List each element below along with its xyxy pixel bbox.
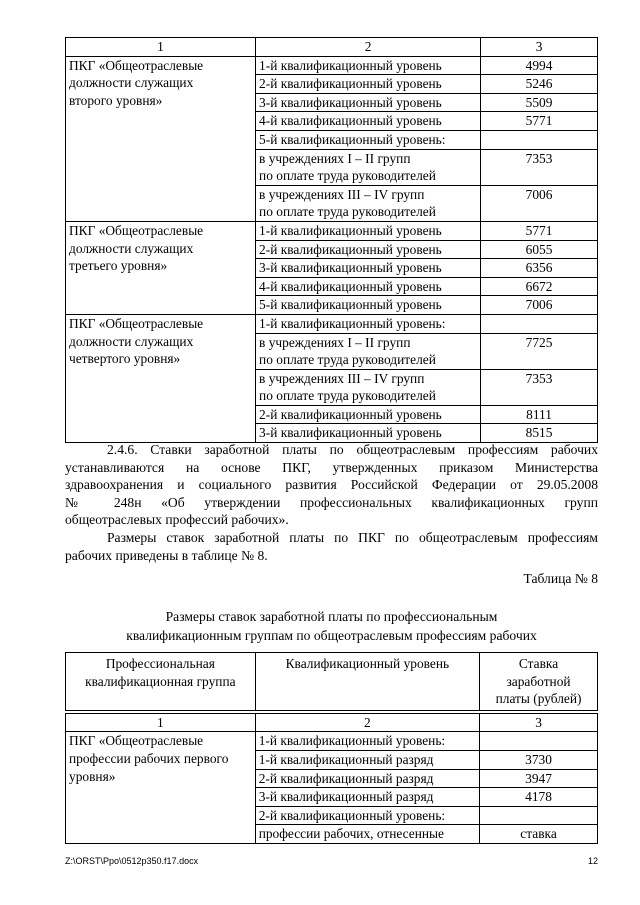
level-cell [256, 93, 481, 112]
rate-cell: 5771 [481, 112, 598, 131]
rate-cell: ставка [480, 825, 598, 844]
table-header-row [66, 713, 598, 732]
group-name-cell [66, 732, 256, 844]
level-cell: 1-й квалификационный уровень: [255, 732, 479, 751]
rate-cell: 8111 [481, 405, 598, 424]
salary-table-continued [65, 37, 598, 443]
text-line: уровня» [69, 768, 116, 784]
paragraph-line: устанавливаются на основе ПКГ, утвержденных приказом Министерства [65, 459, 598, 475]
text-line: Профессиональная [105, 656, 215, 671]
level-cell: 2-й квалификационный разряд [255, 769, 479, 788]
level-cell: профессии рабочих, отнесенные [255, 825, 479, 844]
text-line: 1-й квалификационный уровень [259, 222, 442, 238]
table-title [65, 607, 598, 645]
text-line: 3-й квалификационный уровень [259, 425, 442, 441]
text-line: 4-й квалификационный уровень [259, 278, 442, 294]
rate-cell: 6672 [481, 277, 598, 296]
level-cell [256, 56, 481, 75]
paragraph-table-reference [65, 529, 598, 564]
text-line: 4-й квалификационный уровень [259, 113, 442, 129]
text-line: 1-й квалификационный уровень [259, 57, 442, 73]
level-cell [256, 75, 481, 94]
text-line: профессии рабочих первого [69, 750, 229, 766]
level-cell [256, 369, 481, 405]
column-number: 1 [66, 38, 256, 57]
text-line: 1-й квалификационный уровень: [259, 315, 446, 331]
text-line: заработной [506, 673, 571, 689]
text-line: Квалификационный уровень [285, 656, 450, 671]
rate-cell [481, 130, 598, 149]
text-line: 5-й квалификационный уровень: [259, 131, 446, 147]
rate-cell: 5771 [481, 221, 598, 240]
text-line: должности служащих [69, 333, 194, 349]
rate-cell: 7353 [481, 369, 598, 405]
rate-cell: 4178 [480, 788, 598, 807]
text-line: Размеры ставок заработной платы по профессиональным [165, 609, 498, 624]
text-line: в учреждениях I – II групп [259, 334, 411, 350]
level-cell [256, 277, 481, 296]
level-cell [256, 240, 481, 259]
level-cell [256, 405, 481, 424]
level-cell [256, 333, 481, 369]
rate-cell: 7725 [481, 333, 598, 369]
text-line: ПКГ «Общеотраслевые [69, 315, 204, 331]
column-number: 3 [481, 38, 598, 57]
paragraph-line: здравоохранения и социального развития Российской Федерации от 29.05.2008 [65, 477, 598, 493]
level-cell [256, 259, 481, 278]
text-line: 2-й квалификационный уровень [259, 76, 442, 92]
rate-cell: 8515 [481, 424, 598, 443]
text-line: четвертого уровня» [69, 351, 181, 367]
group-name-cell [66, 221, 256, 314]
text-line: 3-й квалификационный уровень [259, 260, 442, 276]
level-cell [256, 314, 481, 333]
level-cell [256, 130, 481, 149]
group-name-cell [66, 56, 256, 221]
footer-file-path: Z:\ORST\Ppo\0512p350.f17.docx [65, 856, 199, 866]
level-cell [256, 221, 481, 240]
rate-cell: 4994 [481, 56, 598, 75]
table-column-headers [66, 653, 598, 711]
rate-cell: 5509 [481, 93, 598, 112]
table-label: Таблица № 8 [523, 571, 598, 586]
table-row [66, 221, 598, 240]
paragraph-line: Размеры ставок заработной платы по ПКГ по общеотраслевым профессиям [107, 529, 598, 545]
text-line: по оплате труда руководителей [259, 388, 436, 404]
rate-cell: 7006 [481, 296, 598, 315]
salary-table-8 [65, 652, 598, 844]
level-cell: 1-й квалификационный разряд [255, 750, 479, 769]
level-cell [256, 424, 481, 443]
level-cell [256, 112, 481, 131]
level-cell [256, 185, 481, 221]
level-cell [256, 149, 481, 185]
text-line: по оплате труда руководителей [259, 168, 436, 184]
text-line: по оплате труда руководителей [259, 352, 436, 368]
text-line: 2-й квалификационный уровень [259, 406, 442, 422]
text-line: должности служащих [69, 75, 194, 91]
group-name-cell [66, 314, 256, 442]
text-line: ПКГ «Общеотраслевые [69, 57, 204, 73]
table-header-row [66, 38, 598, 57]
column-header [255, 653, 479, 711]
page-number: 12 [587, 856, 598, 866]
column-header [480, 653, 598, 711]
text-line: ПКГ «Общеотраслевые [69, 733, 204, 749]
paragraph-line: общеотраслевых профессий рабочих». [65, 512, 289, 528]
text-line: 5-й квалификационный уровень [259, 297, 442, 313]
table-row [66, 314, 598, 333]
table-row [66, 732, 598, 751]
rate-cell: 7006 [481, 185, 598, 221]
text-line: в учреждениях III – IV групп [259, 370, 425, 386]
paragraph-line: рабочих приведены в таблице № 8. [65, 547, 268, 563]
text-line: 2-й квалификационный уровень [259, 241, 442, 257]
column-number: 2 [255, 713, 479, 732]
rate-cell [481, 314, 598, 333]
text-line: платы (рублей) [495, 691, 582, 707]
rate-cell: 6055 [481, 240, 598, 259]
rate-cell: 3730 [480, 750, 598, 769]
level-cell: 3-й квалификационный разряд [255, 788, 479, 807]
rate-cell: 5246 [481, 75, 598, 94]
rate-cell: 3947 [480, 769, 598, 788]
level-cell: 2-й квалификационный уровень: [255, 806, 479, 825]
text-line: ПКГ «Общеотраслевые [69, 222, 204, 238]
column-number: 1 [66, 713, 256, 732]
paragraph-2-4-6 [65, 441, 598, 529]
rate-cell: 7353 [481, 149, 598, 185]
rate-cell [480, 806, 598, 825]
text-line: квалификационная группа [85, 673, 236, 689]
level-cell [256, 296, 481, 315]
column-header [66, 653, 256, 711]
text-line: в учреждениях III – IV групп [259, 186, 425, 202]
text-line: по оплате труда руководителей [259, 204, 436, 220]
rate-cell: 6356 [481, 259, 598, 278]
rate-cell [480, 732, 598, 751]
paragraph-line: № 248н «Об утверждении профессиональных квалификационных групп [65, 494, 598, 510]
paragraph-line: 2.4.6. Ставки заработной платы по общеотраслевым профессиям рабочих [107, 442, 598, 457]
text-line: квалификационным группам по общеотраслевым профессиям рабочих [126, 628, 537, 643]
text-line: Ставка [518, 656, 559, 671]
text-line: должности служащих [69, 240, 194, 256]
table-row [66, 56, 598, 75]
text-line: 3-й квалификационный уровень [259, 94, 442, 110]
section-text [65, 441, 598, 564]
text-line: в учреждениях I – II групп [259, 150, 411, 166]
column-number: 3 [480, 713, 598, 732]
text-line: третьего уровня» [69, 258, 168, 274]
text-line: второго уровня» [69, 92, 163, 108]
column-number: 2 [256, 38, 481, 57]
